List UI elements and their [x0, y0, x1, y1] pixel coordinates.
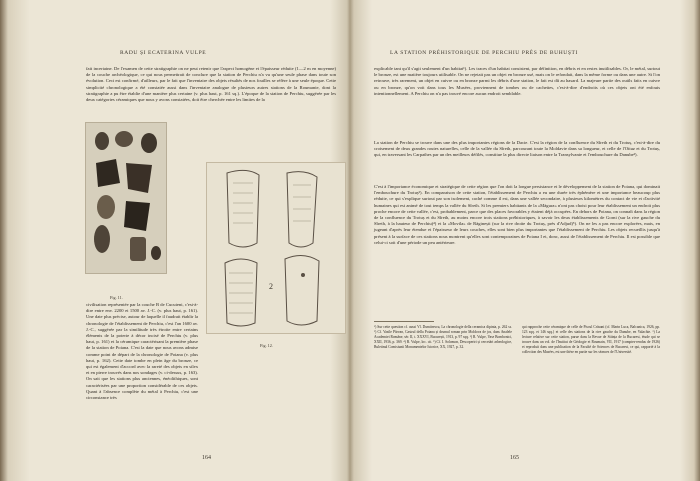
tool-drawings — [207, 163, 345, 333]
footnote-rule — [374, 321, 434, 322]
footnotes-left: ¹) Sur cette question cf. aussi Vl. Dumitrescu, La chronologie della ceramica dipinta, p. 262 ss. ²) Cf. Vasile Pârvan, Castrul della Poiana și drumul roman prin Moldova de jos, dans Analele Academiei Române, sér. II, t. XXXVI, București, 1913, p. 97 sqq. ³) R. Vulpe, Vase Bombonici, XXII, 1936, p. 369. ⁴) R. Vulpe, loc. cit. ⁵) Cf. I. Solomon, Descoperiri și cercetări arheologice, Buletinul Comisiunii Monumentelor Istorice, XX, 1927, p. 32. — [374, 325, 512, 349]
stone-tools-photo — [86, 123, 166, 273]
figure-plate-stone-tools — [85, 122, 167, 274]
right-page — [350, 0, 700, 481]
figure-caption-12: Fig. 12. — [260, 343, 273, 348]
page-number-right: 165 — [510, 455, 519, 461]
footnotes-right: qui rapproche cette céramique de celle de Piscul Crăsani (cf. Marin Luca, Balcanica, 1926, pp. 123 sqq. et 146 sqq.) et celle des stations de la rive gauche du Danube, en Valachie. ¹) La lecture relative sur cette station, parue dans la Revue de Stiința de la Bucarest, étude qui se trouve dans un vol. de l'Institut de Géologie et Roumain, VII, 1917 (comptes-rendus de 1926) et reproduit dans une publication de la Faculté de Sciences de Bucarest, ce qui, rapporté à la collection des Musées, est une thèse en partie sur les séances de l'Université. — [522, 325, 660, 354]
figure-caption-11: Fig. 11. — [110, 295, 123, 300]
paragraph-1: explicable tant qu'il s'agit seulement d'un habitat¹). Les traces d'un habitat consistent, par définition, en débris et en restes inutilisables. Or, le métal, surtout le bronze, est une matière toujours utilisable. On ne rejetait pas un objet en bronze usé, mais on le refondait, dans la même forme ou dans une autre. Si l'on retrouve, très rarement, un objet en cuivre ou en bronze parmi les débris d'une station, le fait est dû au hasard. La majeure partie des outils faits en cuivre ou en bronze, qu'on voit dans tous les Musées, proviennent de tombes ou de cachettes, c'est-à-dire d'endroits où ces objets ont été enfouis intentionnellement. A Perchiu on n'a pas trouvé encore aucun endroit semblable. — [374, 66, 660, 96]
paragraph-bottom: civilisation représentée par la couche B de Cucuteni, c'est-à-dire entre env. 2200 et 1500 av. J.-C. (v. plus haut, p. 161). Une date plus précise, autour de laquelle il faudrait établir la chronologie de l'établissement de Perchiu, c'est l'an 1600 av. J.-C., suggérée par la similitude très étroite entre certains éléments de la poterie à décor incisé de Perchiu (v. plus haut, p. 161) et la céramique caractérisant la première phase de la station de Poiana. C'est la date que nous avons admise comme point de départ de la chronologie de Poiana (v. plus haut, p. 162). Cette date tombe en plein âge du bronze, ce qui est également d'accord avec la rareté des objets en silex et en pierre trouvés dans nos sondages (v. ci-dessus, p. 163). On sait que les stations plus anciennes, énéolithiques, sont caractérisées par une proportion considérable de ces objets. Quant à l'absence complète du métal à Perchiu, c'est une circonstance très — [86, 302, 198, 401]
running-head-right: LA STATION PRÉHISTORIQUE DE PERCHIU PRÈS DE BUHUȘTI — [390, 50, 578, 56]
svg-text:2: 2 — [269, 282, 273, 291]
page-number-left: 164 — [202, 455, 211, 461]
running-head-left: RADU ȘI ECATERINA VULPE — [120, 50, 207, 56]
paragraph-2: La station de Perchiu se trouve dans une des plus importantes régions de la Dacie. C'est la région de la confluence du Sîreth et du Trotuș, c'est-à-dire du croisement de deux grandes routes naturelles, celle de la vallée du Sîreth, parcourant toute la Moldavie dans sa longueur, et celle de l'Oituz et du Trotuș, qui, en traversant les Carpathes par un des meilleurs défilés, constitue la plus directe liaison entre la Transylvanie et l'embouchure du Danube²). — [374, 140, 660, 158]
figure-plate-drawings — [206, 162, 346, 334]
paragraph-3: C'est à l'importance économique et stratégique de cette région que l'on doit la longue persistance et le développement de la station de Poiana, qui dominait l'embouchure du Trotuș³). En comparaison de cette station, l'établissement de Perchiu a eu une durée très éphémère et une importance beaucoup plus réduite, ce qui s'explique surtout par son isolement, caché comme il est, dans une vallée secondaire, à plusieurs kilomètres du contact de vie et d'activité humaines qui est animé de tout temps la vallée du Sîreth. Si les premiers habitants de la «Măgura» n'ont pas choisi pour leur établissement un endroit plus proche encore de cette vallée, c'est, probablement, parce que des places favorables y étaient déjà occupées. En dehors de Poiana, on connaît dans la région de la confluence du Trotuș et du Sîreth, au moins encore trois stations préhistoriques, à savoir les deux établissements de Gorni (sur la rive gauche du Sîreth, à la hauteur de Perchiu)⁴) et la «Movila» de Răginești (sur la rive droite du Trotuș, près d'Adjud)⁵). On ne les a pas encore explorées, mais, en jugeant d'après leur étendue et l'épaisseur de leurs couches, elles sont bien plus importantes que l'établissement de Perchiu. Les objets recueillis jusqu'à présent à la surface de ces stations nous montrent qu'elles sont contemporaines de Poiana I et, donc, aussi de l'établissement de Perchiu. Il est possible que celui-ci soit d'une période un peu antérieure. — [374, 184, 660, 245]
paragraph-top: fait incertaine. De l'examen de cette stratigraphie on ne peut retenir que l'aspect homogène et l'épaisseur réduite (1—2 m en moyenne) de la couche archéologique, ce qui nous permettrait de conclure que la station de Perchiu n'a vu qu'une seule phase dans toute son évolution. Ceci est confirmé, d'ailleurs, par le fait que l'inventaire des objets résultés de nos fouilles se réfère à une seule époque. Cette simplicité chronologique a été constatée aussi dans l'inventaire analogue de plusieurs autres stations de la Roumanie, dont la stratigraphie a pu être établie d'une manière plus certaine (v. plus haut, p. 161 sq.). L'époque de la station de Perchiu, suggérée par les deux catégories céramiques que nous y avons constatées, doit être cherchée entre les limites de la — [86, 66, 336, 103]
